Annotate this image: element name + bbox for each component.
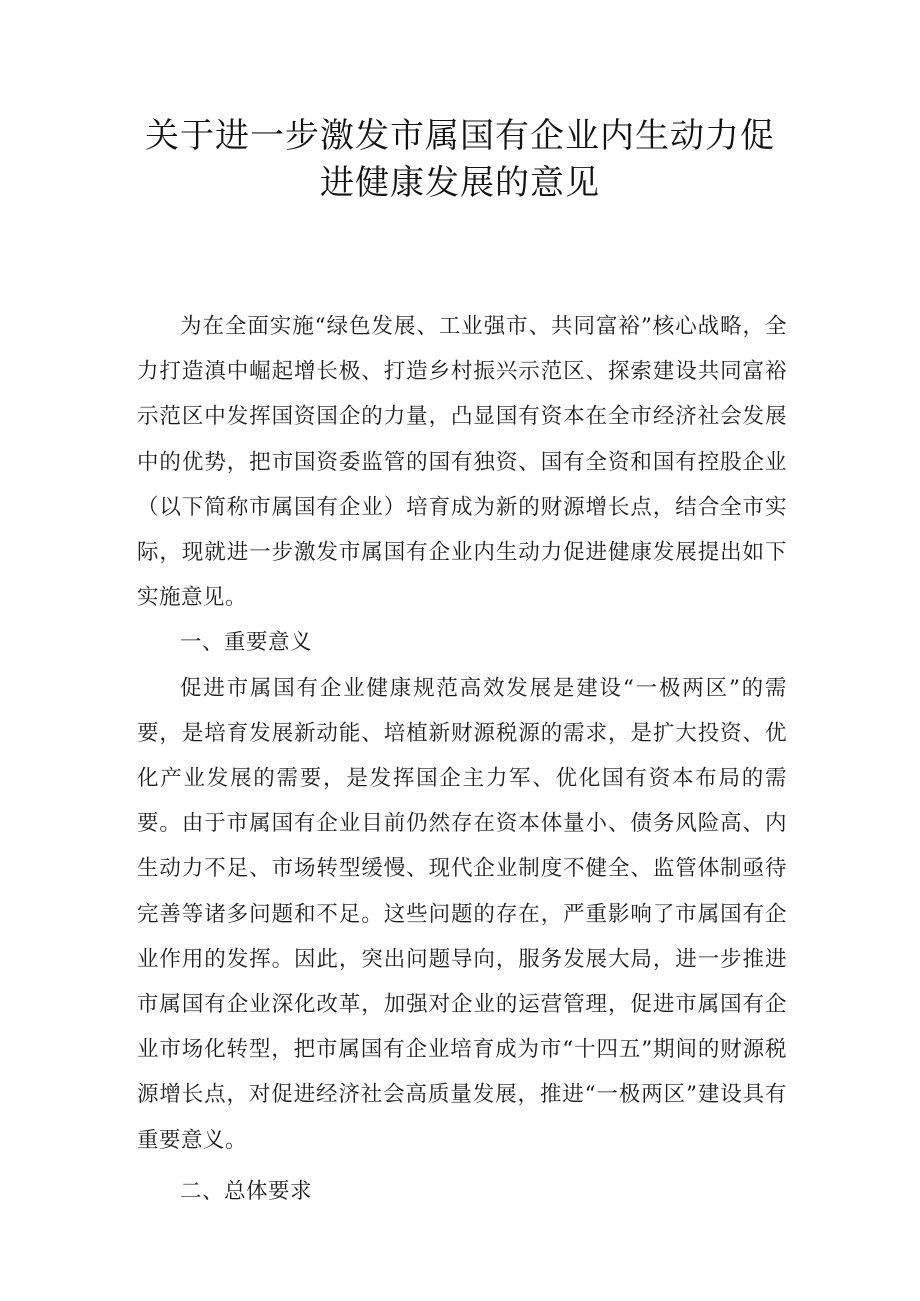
document-title-line-2: 进健康发展的意见 xyxy=(320,163,600,203)
document-body xyxy=(137,304,787,1214)
section-heading-2: 二、总体要求 xyxy=(180,1178,313,1204)
intro-paragraph: 为在全面实施“绿色发展、工业强市、共同富裕”核心战略，全力打造滇中崛起增长极、打造乡村振兴示范区、探索建设共同富裕示范区中发挥国资国企的力量，凸显国有资本在全市经济社会发展中的优势，把市国资委监管的国有独资、国有全资和国有控股企业（以下简称市属国有企业）培育成为新的财源增长点，结合全市实际，现就进一步激发市属国有企业内生动力促进健康发展提出如下实施意见。 xyxy=(137,314,787,611)
document-title-line-1: 关于进一步激发市属国有企业内生动力促 xyxy=(145,116,775,156)
significance-paragraph: 促进市属国有企业健康规范高效发展是建设“一极两区”的需要，是培育发展新动能、培植新财源税源的需求，是扩大投资、优化产业发展的需要，是发挥国企主力军、优化国有资本布局的需要。由于市属国有企业目前仍然存在资本体量小、债务风险高、内生动力不足、市场转型缓慢、现代企业制度不健全、监管体制亟待完善等诸多问题和不足。这些问题的存在，严重影响了市属国有企业作用的发挥。因此，突出问题导向，服务发展大局，进一步推进市属国有企业深化改革，加强对企业的运营管理，促进市属国有企业市场化转型，把市属国有企业培育成为市“十四五”期间的财源税源增长点，对促进经济社会高质量发展，推进“一极两区”建设具有重要意义。 xyxy=(137,675,787,1153)
section-heading-1: 一、重要意义 xyxy=(180,630,313,656)
